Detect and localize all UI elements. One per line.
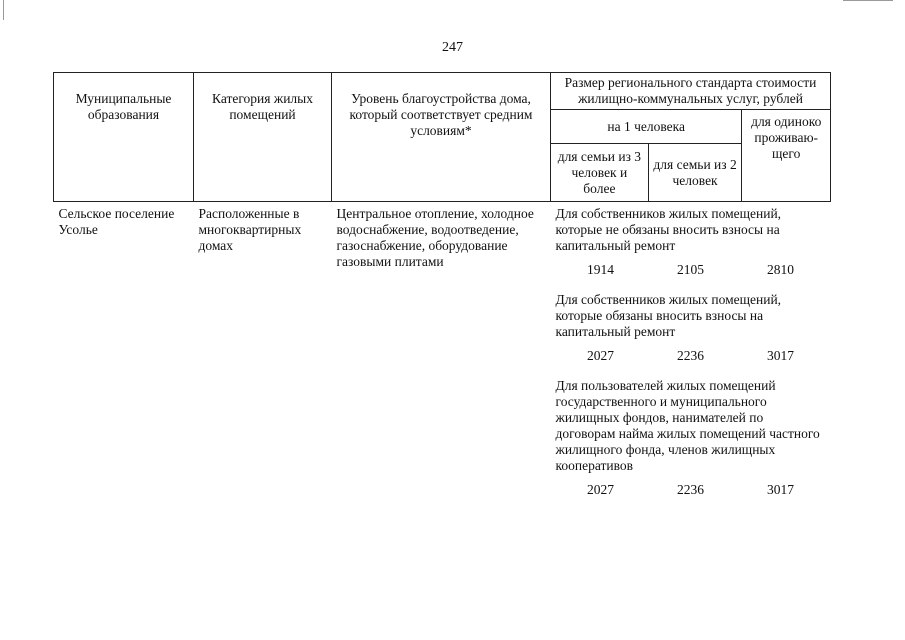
scan-edge-mark: [3, 0, 4, 20]
cell-category: Расположенные в многоквартирных домах: [198, 206, 302, 253]
page-number: 247: [442, 40, 463, 55]
value-family-2: 2236: [677, 482, 704, 497]
group-label: Для собственников жилых помещений, которые обязаны вносить взносы на капитальный ремонт: [555, 292, 782, 339]
cell-municipality: Сельское поселение Усолье: [58, 206, 175, 237]
regional-standard-table: [53, 72, 831, 508]
value-family-3: 2027: [587, 482, 614, 497]
cell-standard-groups: [551, 202, 831, 509]
group-owners-capital-repair: [556, 288, 826, 374]
cell-level: Центральное отопление, холодное водоснабжение, водоотведение, газоснабжение, оборудование газовыми плитами: [336, 206, 534, 269]
group-owners-no-capital-repair: [556, 202, 826, 288]
value-single: 3017: [767, 482, 794, 497]
value-family-2: 2105: [677, 262, 704, 277]
group-values: [556, 254, 826, 288]
value-family-3: 2027: [587, 348, 614, 363]
header-municipality: Муниципальные образования: [54, 73, 194, 202]
value-single: 2810: [767, 262, 794, 277]
group-label: Для пользователей жилых помещений государственного и муниципального жилищных фондов, нанимателей по договорам найма жилых помещений частного жилищного фонда, членов жилищных кооперативов: [555, 378, 820, 473]
group-values: [556, 340, 826, 374]
header-family-2: для семьи из 2 человек: [648, 144, 742, 202]
header-single-living: для одиноко проживаю-щего: [742, 110, 831, 202]
header-level: Уровень благоустройства дома, который соответствует средним условиям*: [332, 73, 551, 202]
value-family-3: 1914: [587, 262, 614, 277]
group-values: [556, 474, 826, 508]
header-standard: Размер регионального стандарта стоимости жилищно-коммунальных услуг, рублей: [551, 73, 831, 110]
value-single: 3017: [767, 348, 794, 363]
header-family-3: для семьи из 3 человек и более: [551, 144, 649, 202]
group-users-state-funds: [556, 374, 826, 508]
group-label: Для собственников жилых помещений, которые не обязаны вносить взносы на капитальный ремонт: [555, 206, 782, 253]
value-family-2: 2236: [677, 348, 704, 363]
header-per-person: на 1 человека: [551, 110, 742, 144]
header-category: Категория жилых помещений: [194, 73, 332, 202]
scan-corner-mark: [843, 0, 893, 1]
